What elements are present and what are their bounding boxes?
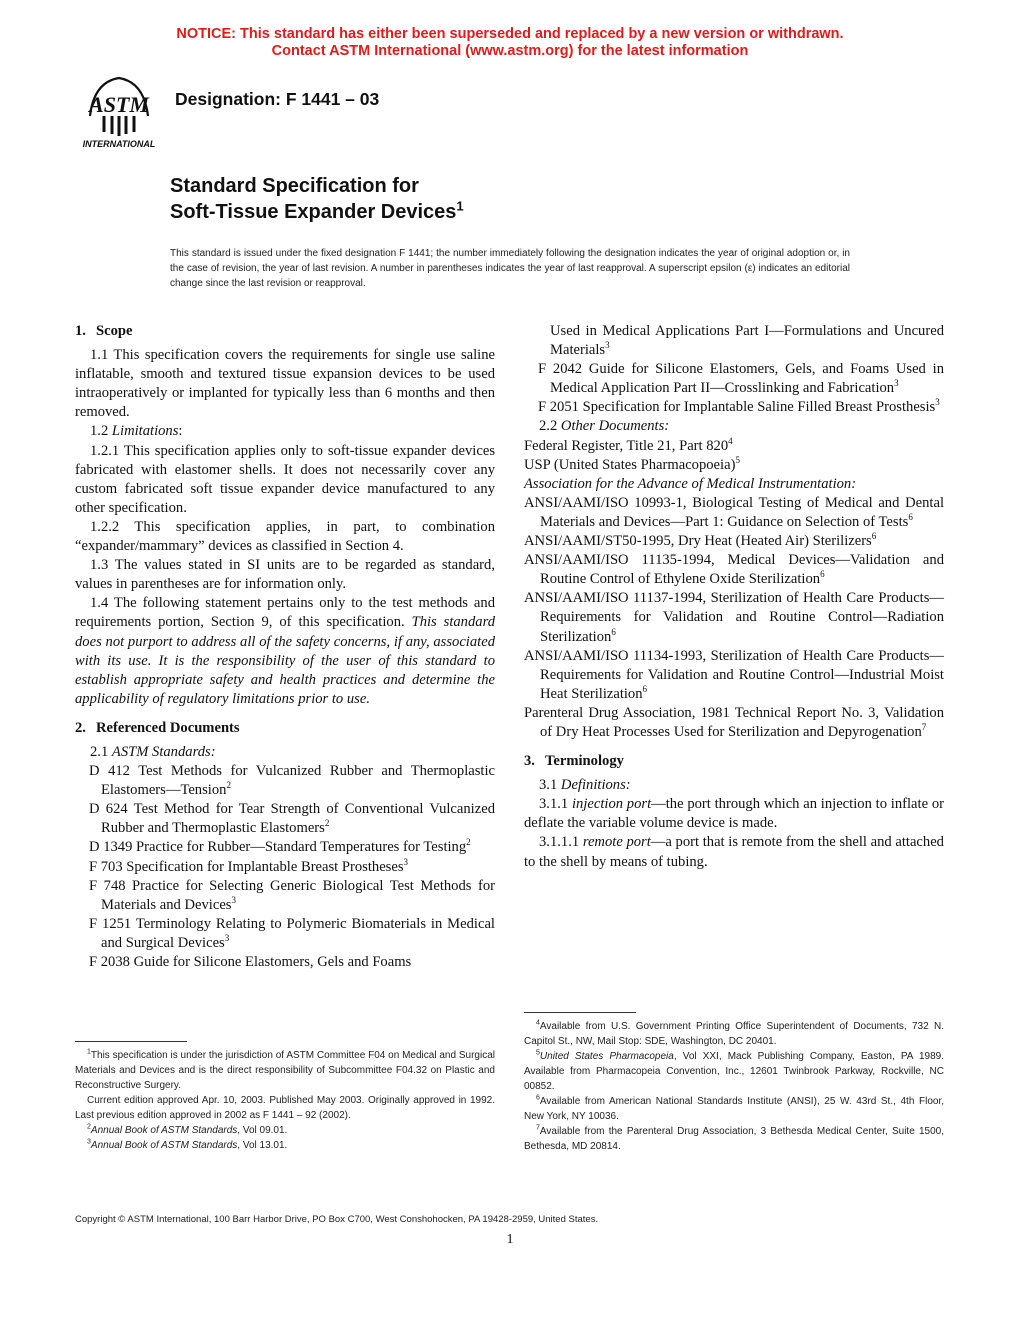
footnote-7: $^7$Available from the Parenteral Drug Association, 3 Bethesda Medical Center, Suite 1500, Bethesda, MD 20814. [524, 1124, 944, 1152]
para-3-1-1-1: 3.1.1.1 remote port—a port that is remote from the shell and attached to the shell by means of tubing. [524, 834, 944, 870]
section-heading-terminology: 3. Terminology [524, 753, 624, 770]
document-title [170, 173, 464, 225]
para-1-1: 1.1 This specification covers the requirements for single use saline inflatable, smooth and textured tissue expansion devices to be used intraoperatively or implanted for typically less than 6 months and then removed. [75, 347, 495, 421]
ref-item: D 412 Test Methods for Vulcanized Rubber and Thermoplastic Elastomers—Tension$^2$ [89, 763, 495, 799]
notice-banner [0, 26, 1020, 60]
para-3-1: 3.1 Definitions: [539, 777, 631, 794]
title-footnote-ref: 1 [456, 198, 464, 214]
ref-item: F 2042 Guide for Silicone Elastomers, Gels, and Foams Used in Medical Application Part II—Crosslinking and Fabrication$^3$ [538, 361, 944, 397]
title-line-2-text: Soft-Tissue Expander Devices [170, 201, 457, 223]
notice-line-2: Contact ASTM International (www.astm.org) for the latest information [271, 43, 749, 59]
footnotes-left [75, 1048, 495, 1153]
footnote-1-continued: Current edition approved Apr. 10, 2003. Published May 2003. Originally approved in 1992. Last previous edition approved in 2002 as F 1441 – 92 (2002). [75, 1095, 495, 1121]
footnote-6: $^6$Available from American National Standards Institute (ANSI), 25 W. 43rd St., 4th Floor, New York, NY 10036. [524, 1094, 944, 1122]
para-1-2-2: 1.2.2 This specification applies, in part, to combination “expander/mammary” devices as classified in Section 4. [75, 518, 495, 555]
ref-item: F 2038 Guide for Silicone Elastomers, Gels and Foams [89, 954, 412, 970]
para-1-2: 1.2 Limitations: [90, 423, 183, 440]
aami-ref-item: ANSI/AAMI/ST50-1995, Dry Heat (Heated Air) Sterilizers$^6$ [524, 531, 877, 550]
logo-subtext: INTERNATIONAL [82, 139, 156, 149]
para-1-4: 1.4 The following statement pertains only to the test methods and requirements portion, Section 9, of this specification. This standard does not purport to address all of the safety concerns, if any, associated with its use. It is the responsibility of the user of this standard to establish appropriate safety and health practices and determine the applicability of regulatory limitations prior to use. [75, 595, 495, 707]
right-column [524, 322, 944, 872]
ref-item-continued: Used in Medical Applications Part I—Formulations and Uncured Materials$^3$ [550, 323, 944, 359]
ref-item: F 703 Specification for Implantable Breast Prostheses$^3$ [89, 856, 409, 875]
aami-ref-item: Parenteral Drug Association, 1981 Technical Report No. 3, Validation of Dry Heat Processes Used for Sterilization and Depyrogenation$^7$ [524, 704, 944, 740]
footnote-5: $^5$United States Pharmacopeia, Vol XXI, Mack Publishing Company, Easton, PA 1989. Available from Pharmacopeia Convention, Inc., 12601 Twinbrook Parkway, Rockville, NC 00852. [524, 1049, 945, 1092]
footnote-rule-left [75, 1041, 187, 1042]
footnote-1: $^1$This specification is under the jurisdiction of ASTM Committee F04 on Medical and Surgical Materials and Devices and is the direct responsibility of Subcommittee F04.32 on Plastic and Reconstructive Surgery. [75, 1048, 495, 1091]
term-injection-port: injection port [571, 796, 652, 813]
para-1-3: 1.3 The values stated in SI units are to be regarded as standard, values in parentheses are for information only. [75, 557, 495, 593]
other-ref-item: Federal Register, Title 21, Part 820$^4$ [524, 435, 733, 454]
notice-line-1: NOTICE: This standard has either been superseded and replaced by a new version or withdrawn. [176, 26, 844, 42]
aami-ref-item: ANSI/AAMI/ISO 10993-1, Biological Testing of Medical and Dental Materials and Devices—Part 1: Guidance on Selection of Tests$^6$ [524, 494, 944, 530]
footnote-2: $^2$Annual Book of ASTM Standards, Vol 09.01. [87, 1123, 288, 1136]
para-2-1: 2.1 ASTM Standards: [90, 743, 216, 760]
ref-item: F 748 Practice for Selecting Generic Biological Test Methods for Materials and Devices$^3$ [89, 877, 495, 913]
ref-item: F 1251 Terminology Relating to Polymeric Biomaterials in Medical and Surgical Devices$^3$ [89, 915, 495, 951]
footnote-4: $^4$Available from U.S. Government Printing Office Superintendent of Documents, 732 N. Capitol St., NW, Mail Stop: SDE, Washington, DC 20401. [524, 1019, 944, 1047]
footnote-rule-right [524, 1012, 636, 1013]
para-1-2-1: 1.2.1 This specification applies only to soft-tissue expander devices fabricated with elastomer shells. It does not necessarily cover any custom fabricated soft tissue expander device manufactured to any other specification. [75, 442, 495, 516]
ref-item: D 624 Test Method for Tear Strength of Conventional Vulcanized Rubber and Thermoplastic Elastomers$^2$ [89, 801, 495, 837]
aami-ref-item: ANSI/AAMI/ISO 11134-1993, Sterilization of Health Care Products—Requirements for Validation and Routine Control—Industrial Moist Heat Sterilization$^6$ [524, 647, 944, 702]
title-line-1: Standard Specification for [170, 175, 419, 197]
copyright: Copyright © ASTM International, 100 Barr Harbor Drive, PO Box C700, West Conshohocken, PA 19428-2959, United States. [75, 1214, 599, 1225]
safety-statement: This standard does not purport to address all of the safety concerns, if any, associated with its use. It is the responsibility of the user of this standard to establish appropriate safety and health practices and determine the applicability of regulatory limitations prior to use. [75, 614, 495, 707]
para-2-2: 2.2 Other Documents: [539, 418, 670, 435]
page-number: 1 [506, 1232, 514, 1247]
aami-ref-item: ANSI/AAMI/ISO 11135-1994, Medical Devices—Validation and Routine Control of Ethylene Oxide Sterilization$^6$ [524, 552, 944, 588]
aami-label: Association for the Advance of Medical Instrumentation: [524, 475, 857, 492]
para-3-1-1: 3.1.1 injection port—the port through which an injection to inflate or deflate the variable volume device is made. [524, 796, 944, 832]
other-ref-item: USP (United States Pharmacopoeia)$^5$ [524, 454, 740, 473]
aami-ref-item: ANSI/AAMI/ISO 11137-1994, Sterilization of Health Care Products—Requirements for Validation and Routine Control—Radiation Sterilization$^6$ [524, 590, 944, 645]
section-heading-scope: 1. Scope [75, 323, 133, 339]
ref-item: F 2051 Specification for Implantable Saline Filled Breast Prosthesis$^3$ [538, 397, 940, 416]
section-heading-referenced: 2. Referenced Documents [75, 719, 240, 736]
preamble: This standard is issued under the fixed designation F 1441; the number immediately following the designation indicates the year of original adoption or, in the case of revision, the year of last revision. A number in parentheses indicates the year of last reapproval. A superscript epsilon (ε) indicates an editorial change since the last revision or reapproval. [170, 248, 850, 289]
footnote-3: $^3$Annual Book of ASTM Standards, Vol 13.01. [87, 1138, 288, 1151]
footnotes-right [524, 1019, 944, 1154]
designation: Designation: F 1441 – 03 [175, 89, 380, 109]
astm-logo [76, 72, 162, 152]
ref-item: D 1349 Practice for Rubber—Standard Temperatures for Testing$^2$ [89, 837, 471, 856]
left-column [75, 322, 495, 972]
logo-text: ASTM [89, 92, 149, 117]
term-remote-port: remote port [582, 834, 651, 851]
title-line-2 [170, 199, 464, 225]
